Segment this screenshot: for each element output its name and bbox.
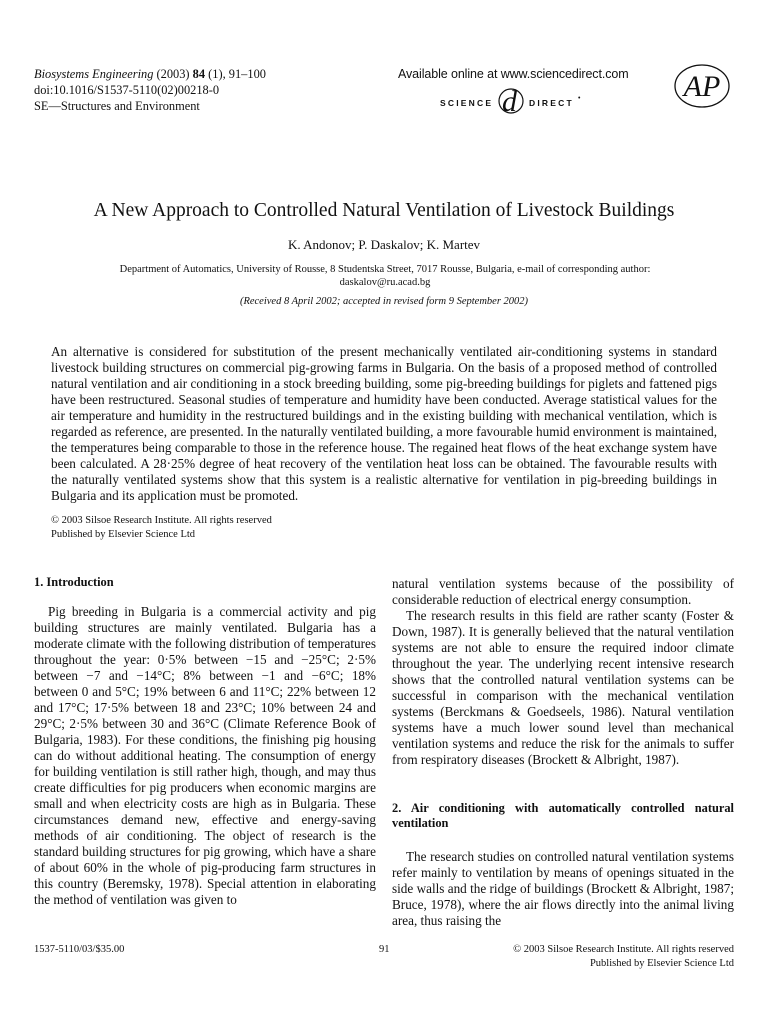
available-online-link[interactable]: Available online at www.sciencedirect.com [398,67,629,81]
right-column [392,576,734,929]
footer-copyright-block [513,943,734,971]
received-dates: (Received 8 April 2002; accepted in revised form 9 September 2002) [239,296,529,307]
journal-name: Biosystems Engineering [34,67,154,81]
footer-publisher: Published by Elsevier Science Ltd [589,958,734,969]
section-heading-introduction: 1. Introduction [34,575,114,589]
sd-mark: d [502,85,517,118]
right-paragraph-continued: natural ventilation systems because of the possibility of considerable reduction of electrical energy consumption. [392,576,734,607]
abstract-text: An alternative is considered for substitution of the present mechanically ventilated air-conditioning systems in standard livestock building structures on commercial pig-growing farms in Bulgaria. On the basis of a proposed method of controlled natural ventilation and air conditioning in a stock breeding building, some pig-breeding buildings for piglets and fattened pigs have been restructured. Seasonal studies of temperature and humidity have been conducted. Average statistical values for the air temperature and humidity in the restructured buildings and in the existing building with mechanical ventilation, which is regarded as reference, are presented. In the naturally ventilated building, a more favourable humid environment is maintained, the temperatures being comparable to those in the reference house. The regained heat flows of the heat exchange system have been calculated. A 28·25% degree of heat recovery of the ventilation heat loss can be obtained. The favourable results with the naturally ventilated systems show that this system is a realistic alternative for ventilation in pig-breeding buildings in Bulgaria and its application must be promoted. [51,344,717,503]
introduction-paragraph: Pig breeding in Bulgaria is a commercial activity and pig building structures are mainly ventilated. Bulgaria has a moderate climate with the following distribution of temperatures throughout the year: 0·5% between −15 and −25°C; 2·5% between −7 and −14°C; 8% between −1 and −6°C; 18% between 0 and 5°C; 19% between 6 and 11°C; 22% between 12 and 17°C; 17·5% between 18 and 23°C; 10% between 24 and 29°C; 2·5% between 30 and 36°C (Climate Reference Book of Bulgaria, 1983). For these conditions, the finishing pig housing can do without additional heating. The consumption of energy for building ventilation is still rather high, though, and may thus create difficulties for pig producers when economic margins are small and when electricity costs are high as in Bulgaria. These circumstances demand new, effective and energy-saving methods of air conditioning. The object of research is the standard building structures for pig growing, which have a share of about 60% in the whole of pig-producing farm structures in this country (Beremsky, 1978). Special attention in elaborating the method of ventilation was given to [34,604,376,907]
sd-left-text: SCIENCE [440,98,494,108]
article-title: A New Approach to Controlled Natural Ventilation of Livestock Buildings [93,200,675,221]
journal-issue-pages: (1), 91–100 [205,67,266,81]
article-authors: K. Andonov; P. Daskalov; K. Martev [287,237,481,252]
sd-right-text: DIRECT [529,98,574,108]
footer-copyright: © 2003 Silsoe Research Institute. All rights reserved [513,944,734,955]
journal-year: (2003) [153,67,193,81]
page-number: 91 [379,944,390,955]
air-conditioning-paragraph: The research studies on controlled natural ventilation systems refer mainly to ventilation by means of openings situated in the side walls and the ridge of buildings (Brockett & Albright, 1987; Bruce, 1978), where the air flows directly into the animal living area, thus raising the [392,849,734,928]
corresponding-email[interactable]: daskalov@ru.acad.bg [339,277,431,288]
left-column [34,574,376,908]
doi: doi:10.1016/S1537-5110(02)00218-0 [34,83,220,97]
abstract-copyright-block [51,514,272,542]
ap-logo [672,63,732,109]
footer-issn: 1537-5110/03/$35.00 [34,944,125,955]
abstract-copyright: © 2003 Silsoe Research Institute. All rights reserved [51,515,272,526]
section-heading-air-conditioning: 2. Air conditioning with automatically controlled natural ventilation [392,801,734,830]
svg-text:•: • [578,95,581,102]
ap-logo-text: AP [683,70,721,103]
author-affiliation [60,263,710,289]
journal-volume: 84 [192,67,206,81]
abstract-publisher: Published by Elsevier Science Ltd [51,529,196,540]
affiliation-line: Department of Automatics, University of Rousse, 8 Studentska Street, 7017 Rousse, Bulgaria, e-mail of corresponding author: [119,264,651,275]
sciencedirect-logo [440,84,640,118]
journal-citation [34,66,266,114]
journal-section: SE—Structures and Environment [34,99,200,113]
right-paragraph-research: The research results in this field are rather scanty (Foster & Down, 1987). It is generally believed that the natural ventilation systems are not able to ensure the required indoor climate throughout the year. The underlying recent intensive research shows that the controlled natural ventilation systems can be successful in comparison with the mechanical ventilation systems (Berckmans & Goedseels, 1986). Natural ventilation systems have a much lower sound level than mechanical ventilation systems and reduce the risk for the animals to suffer from respiratory diseases (Brockett & Albright, 1987). [392,608,734,767]
